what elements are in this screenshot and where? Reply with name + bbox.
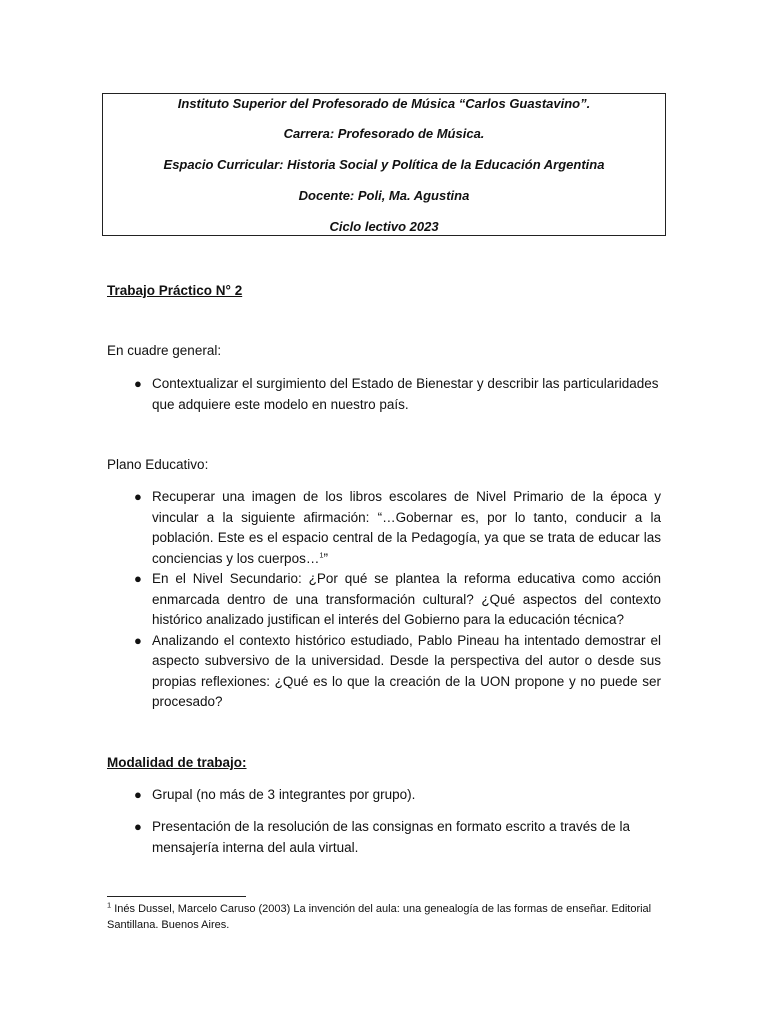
closing-quote: ” — [323, 550, 328, 566]
bullet-icon: ● — [134, 787, 142, 802]
curricular-space: Espacio Curricular: Historia Social y Política de la Educación Argentina — [163, 157, 605, 172]
list-item — [107, 785, 661, 806]
institute-name: Instituto Superior del Profesorado de Música “Carlos Guastavino”. — [177, 96, 591, 111]
educational-section-label: Plano Educativo: — [107, 457, 209, 472]
list-item-text: Presentación de la resolución de las consignas en formato escrito a través de la mensajería interna del aula virtual. — [152, 819, 631, 855]
footnote-divider — [107, 896, 246, 897]
modality-list-2 — [107, 817, 661, 858]
list-item — [107, 631, 661, 713]
modality-list-1 — [107, 785, 661, 806]
general-list — [107, 374, 661, 415]
general-section-label: En cuadre general: — [107, 343, 222, 358]
footnote — [107, 902, 667, 933]
teacher-name: Docente: Poli, Ma. Agustina — [298, 188, 470, 203]
educational-list — [107, 487, 661, 713]
footnote-text: Inés Dussel, Marcelo Caruso (2003) La invención del aula: una genealogía de las formas de enseñar. Editorial Santillana. Buenos Aires. — [107, 903, 652, 931]
list-item — [107, 487, 661, 569]
career-name: Carrera: Profesorado de Música. — [283, 126, 485, 141]
academic-cycle: Ciclo lectivo 2023 — [329, 219, 439, 234]
bullet-icon: ● — [134, 376, 142, 391]
modality-heading: Modalidad de trabajo: — [107, 755, 247, 770]
list-item-text: Recuperar una imagen de los libros escolares de Nivel Primario de la época y vincular a la siguiente afirmación: “…Gobernar es, por lo tanto, conducir a la población. Este es el espacio central de la Pedagogía, ya que se trata de educar las conciencias y los cuerpos… — [152, 489, 661, 566]
bullet-icon: ● — [134, 489, 142, 504]
bullet-icon: ● — [134, 819, 142, 834]
bullet-icon: ● — [134, 571, 142, 586]
document-title: Trabajo Práctico N° 2 — [107, 283, 243, 298]
list-item — [107, 569, 661, 631]
footnote-ref[interactable]: 1 — [319, 550, 324, 559]
header-box — [102, 93, 666, 236]
bullet-icon: ● — [134, 632, 142, 648]
list-item-text: Analizando el contexto histórico estudiado, Pablo Pineau ha intentado demostrar el aspecto subversivo de la universidad. Desde la perspectiva del autor o desde sus propias reflexiones: ¿Qué es lo que la creación de la UON propone y no puede ser procesado? — [152, 632, 661, 709]
footnote-number: 1 — [107, 900, 112, 910]
list-item-text: Contextualizar el surgimiento del Estado de Bienestar y describir las particularidades que adquiere este modelo en nuestro país. — [152, 376, 659, 412]
list-item-text: Grupal (no más de 3 integrantes por grupo). — [152, 787, 416, 802]
list-item-text: En el Nivel Secundario: ¿Por qué se plantea la reforma educativa como acción enmarcada dentro de una transformación cultural? ¿Qué aspectos del contexto histórico analizado justifican el interés del Gobierno para la educación técnica? — [152, 571, 661, 627]
list-item — [107, 374, 661, 415]
list-item — [107, 817, 661, 858]
